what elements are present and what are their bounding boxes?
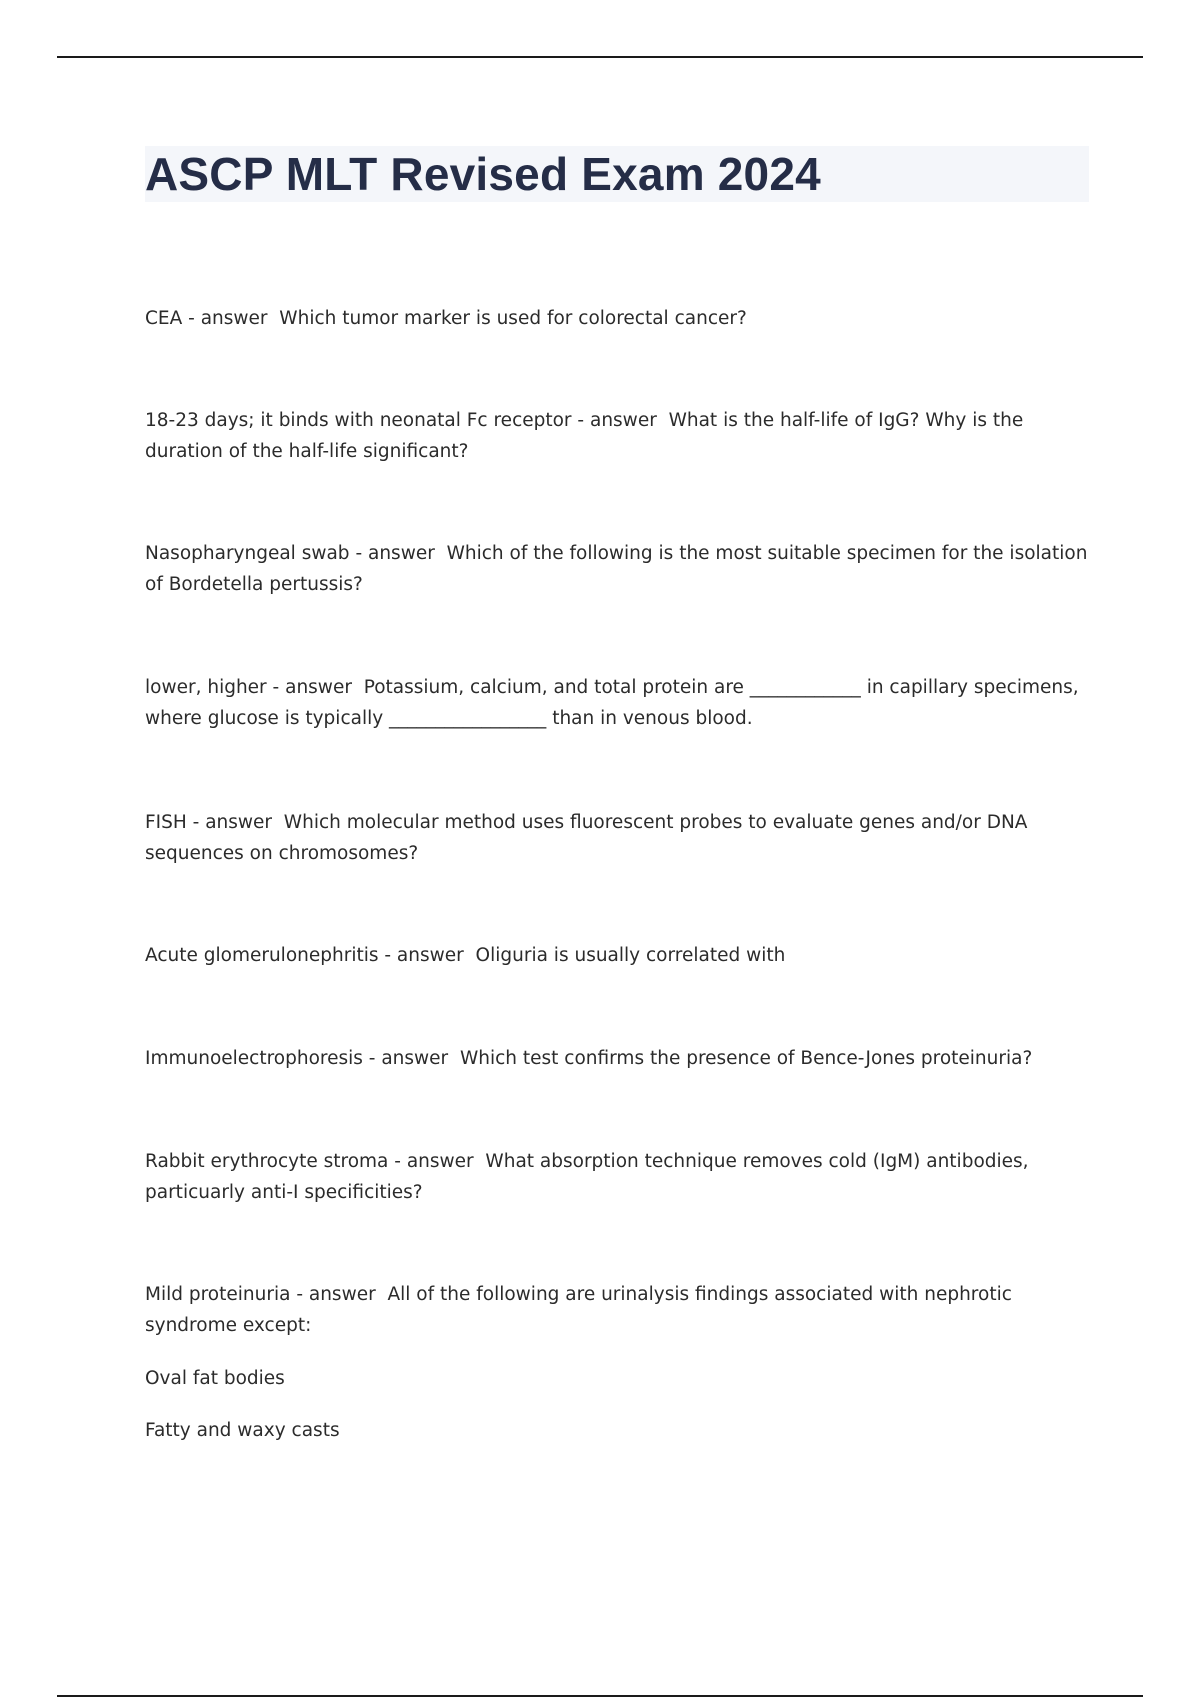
- qa-question: Oliguria is usually correlated with: [475, 945, 786, 966]
- qa-answer: Mild proteinuria: [145, 1284, 291, 1305]
- qa-item: [145, 1279, 1090, 1341]
- top-rule: [57, 56, 1143, 58]
- qa-separator: - answer: [182, 308, 280, 329]
- qa-answer: Acute glomerulonephritis: [145, 945, 379, 966]
- qa-item: [145, 405, 1090, 467]
- qa-separator: - answer: [186, 812, 284, 833]
- bottom-rule: [57, 1695, 1143, 1697]
- qa-separator: - answer: [349, 543, 447, 564]
- qa-answer: lower, higher: [145, 677, 267, 698]
- qa-question: Which molecular method uses fluorescent probes to evaluate genes and/or DNA sequences on chromosomes?: [145, 812, 1034, 864]
- qa-item: [145, 807, 1090, 869]
- qa-question: What absorption technique removes cold (IgM) antibodies, particuarly anti-I specificities?: [145, 1151, 1035, 1203]
- qa-item: [145, 940, 1090, 971]
- qa-separator: - answer: [266, 677, 364, 698]
- qa-item: [145, 672, 1090, 734]
- qa-answer: 18-23 days; it binds with neonatal Fc receptor: [145, 410, 572, 431]
- qa-answer: Immunoelectrophoresis: [145, 1048, 363, 1069]
- answer-option: Fatty and waxy casts: [145, 1420, 340, 1441]
- qa-question: All of the following are urinalysis findings associated with nephrotic syndrome except:: [145, 1284, 1018, 1336]
- qa-question: Which test confirms the presence of Bence-Jones proteinuria?: [459, 1048, 1033, 1069]
- qa-question: Which of the following is the most suitable specimen for the isolation of Bordetella pertussis?: [145, 543, 1094, 595]
- qa-question: What is the half-life of IgG? Why is the duration of the half-life significant?: [145, 410, 1030, 462]
- qa-separator: - answer: [388, 1151, 486, 1172]
- qa-question: Potassium, calcium, and total protein are ____________ in capillary specimens, where glucose is typically _________________ than in venous blood.: [145, 677, 1085, 729]
- qa-separator: - answer: [290, 1284, 388, 1305]
- answer-option: Oval fat bodies: [145, 1368, 285, 1389]
- qa-answer: CEA: [145, 308, 183, 329]
- qa-item: [145, 303, 1090, 334]
- qa-item: [145, 1146, 1090, 1208]
- qa-item: [145, 538, 1094, 600]
- document-title: ASCP MLT Revised Exam 2024: [145, 148, 821, 200]
- qa-question: Which tumor marker is used for colorectal cancer?: [279, 308, 747, 329]
- qa-answer: Rabbit erythrocyte stroma: [145, 1151, 389, 1172]
- qa-answer: Nasopharyngeal swab: [145, 543, 350, 564]
- qa-answer: FISH: [145, 812, 187, 833]
- qa-separator: - answer: [571, 410, 669, 431]
- qa-separator: - answer: [378, 945, 476, 966]
- qa-item: [145, 1043, 1090, 1074]
- qa-separator: - answer: [362, 1048, 460, 1069]
